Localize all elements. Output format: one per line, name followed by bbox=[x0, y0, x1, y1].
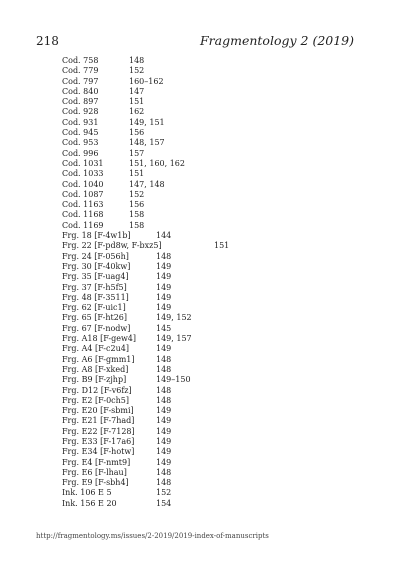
index-pages: 157 bbox=[129, 148, 145, 158]
index-entry bbox=[62, 499, 362, 509]
index-entry bbox=[62, 303, 362, 313]
index-term: Frg. E22 [F-7128] bbox=[62, 426, 135, 436]
index-pages: 149 bbox=[156, 426, 172, 436]
manuscript-index-list bbox=[62, 56, 362, 509]
index-pages: 148 bbox=[156, 251, 172, 261]
index-entry bbox=[62, 334, 362, 344]
index-term: Frg. E2 [F-0ch5] bbox=[62, 395, 130, 405]
index-entry bbox=[62, 231, 362, 241]
index-term: Cod. 1031 bbox=[62, 158, 104, 168]
index-entry bbox=[62, 355, 362, 365]
index-pages: 149 bbox=[156, 457, 172, 467]
index-entry bbox=[62, 97, 362, 107]
index-term: Cod. 1033 bbox=[62, 169, 104, 179]
index-pages: 149 bbox=[156, 272, 172, 282]
index-pages: 148 bbox=[129, 56, 145, 65]
index-pages: 149, 157 bbox=[156, 334, 192, 344]
index-entry bbox=[62, 283, 362, 293]
index-pages: 156 bbox=[129, 128, 145, 138]
index-pages: 149 bbox=[156, 303, 172, 313]
index-pages: 149 bbox=[156, 447, 172, 457]
page-number: 218 bbox=[36, 34, 59, 48]
index-term: Cod. 928 bbox=[62, 107, 99, 117]
index-entry bbox=[62, 478, 362, 488]
index-term: Cod. 1163 bbox=[62, 200, 104, 210]
index-pages: 147, 148 bbox=[129, 179, 165, 189]
index-entry bbox=[62, 241, 362, 251]
index-term: Cod. 945 bbox=[62, 128, 99, 138]
index-entry bbox=[62, 406, 362, 416]
index-entry bbox=[62, 313, 362, 323]
index-entry bbox=[62, 272, 362, 282]
index-term: Cod. 797 bbox=[62, 76, 99, 86]
index-entry bbox=[62, 262, 362, 272]
index-term: Cod. 758 bbox=[62, 56, 99, 65]
index-entry bbox=[62, 252, 362, 262]
index-term: Cod. 953 bbox=[62, 138, 99, 148]
index-pages: 147 bbox=[129, 86, 145, 96]
footer-url: http://fragmentology.ms/issues/2-2019/2019-index-of-manuscripts bbox=[36, 532, 269, 540]
index-pages: 160–162 bbox=[129, 76, 164, 86]
index-pages: 149, 152 bbox=[156, 313, 192, 323]
index-term: Frg. E21 [F-7had] bbox=[62, 416, 135, 426]
index-entry bbox=[62, 221, 362, 231]
index-term: Cod. 897 bbox=[62, 97, 99, 107]
index-entry bbox=[62, 468, 362, 478]
index-entry bbox=[62, 210, 362, 220]
index-pages: 149 bbox=[156, 292, 172, 302]
running-title: Fragmentology 2 (2019) bbox=[200, 33, 355, 48]
index-entry bbox=[62, 159, 362, 169]
index-entry bbox=[62, 107, 362, 117]
index-entry bbox=[62, 365, 362, 375]
index-pages: 148, 157 bbox=[129, 138, 165, 148]
index-entry bbox=[62, 437, 362, 447]
index-pages: 145 bbox=[156, 323, 172, 333]
index-entry bbox=[62, 118, 362, 128]
index-entry bbox=[62, 87, 362, 97]
index-term: Frg. 24 [F-056h] bbox=[62, 251, 129, 261]
index-term: Frg. D12 [F-v6fz] bbox=[62, 385, 132, 395]
index-entry bbox=[62, 293, 362, 303]
index-entry bbox=[62, 447, 362, 457]
index-pages: 148 bbox=[156, 354, 172, 364]
index-pages: 148 bbox=[156, 467, 172, 477]
index-pages: 149 bbox=[156, 416, 172, 426]
index-pages: 156 bbox=[129, 200, 145, 210]
index-term: Frg. B9 [F-zjhp] bbox=[62, 375, 127, 385]
index-pages: 152 bbox=[129, 66, 145, 76]
index-term: Cod. 996 bbox=[62, 148, 99, 158]
index-term: Frg. A4 [F-c2u4] bbox=[62, 344, 129, 354]
index-pages: 149, 151 bbox=[129, 117, 165, 127]
index-term: Frg. A8 [F-xked] bbox=[62, 364, 129, 374]
index-term: Frg. E20 [F-sbmi] bbox=[62, 406, 134, 416]
index-term: Frg. E9 [F-sbh4] bbox=[62, 478, 129, 488]
index-entry bbox=[62, 488, 362, 498]
index-pages: 149 bbox=[156, 406, 172, 416]
index-term: Cod. 931 bbox=[62, 117, 99, 127]
index-term: Frg. E6 [F-lhau] bbox=[62, 467, 127, 477]
index-pages: 151 bbox=[214, 241, 230, 251]
index-entry bbox=[62, 344, 362, 354]
index-entry bbox=[62, 190, 362, 200]
index-term: Frg. 35 [F-uag4] bbox=[62, 272, 129, 282]
index-entry bbox=[62, 396, 362, 406]
index-pages: 152 bbox=[156, 488, 172, 498]
index-entry bbox=[62, 324, 362, 334]
index-term: Frg. 37 [F-h5f5] bbox=[62, 282, 127, 292]
index-term: Frg. E4 [F-nmt9] bbox=[62, 457, 131, 467]
index-pages: 158 bbox=[129, 220, 145, 230]
index-entry bbox=[62, 77, 362, 87]
index-entry bbox=[62, 458, 362, 468]
index-pages: 162 bbox=[129, 107, 145, 117]
index-term: Frg. 65 [F-ht26] bbox=[62, 313, 127, 323]
index-entry bbox=[62, 375, 362, 385]
index-pages: 149 bbox=[156, 261, 172, 271]
index-entry bbox=[62, 138, 362, 148]
index-term: Cod. 1169 bbox=[62, 220, 104, 230]
index-term: Frg. A18 [F-gew4] bbox=[62, 334, 137, 344]
index-pages: 158 bbox=[129, 210, 145, 220]
index-term: Frg. 48 [F-3511] bbox=[62, 292, 129, 302]
index-pages: 144 bbox=[156, 231, 172, 241]
index-term: Frg. E33 [F-17a6] bbox=[62, 436, 135, 446]
index-pages: 148 bbox=[156, 395, 172, 405]
index-term: Frg. A6 [F-gmm1] bbox=[62, 354, 135, 364]
index-entry bbox=[62, 180, 362, 190]
index-term: Frg. 67 [F-nodw] bbox=[62, 323, 131, 333]
index-pages: 151, 160, 162 bbox=[129, 158, 185, 168]
index-pages: 149–150 bbox=[156, 375, 191, 385]
index-pages: 151 bbox=[129, 169, 145, 179]
index-entry bbox=[62, 66, 362, 76]
index-entry bbox=[62, 128, 362, 138]
index-pages: 152 bbox=[129, 189, 145, 199]
index-entry bbox=[62, 427, 362, 437]
index-entry bbox=[62, 169, 362, 179]
index-term: Cod. 779 bbox=[62, 66, 99, 76]
index-pages: 149 bbox=[156, 282, 172, 292]
index-pages: 154 bbox=[156, 498, 172, 508]
index-term: Frg. 62 [F-uic1] bbox=[62, 303, 126, 313]
index-pages: 148 bbox=[156, 364, 172, 374]
index-entry bbox=[62, 416, 362, 426]
index-pages: 148 bbox=[156, 478, 172, 488]
index-entry bbox=[62, 200, 362, 210]
index-pages: 149 bbox=[156, 344, 172, 354]
index-term: Ink. 156 E 20 bbox=[62, 498, 117, 508]
index-term: Cod. 1040 bbox=[62, 179, 104, 189]
index-term: Cod. 840 bbox=[62, 86, 99, 96]
index-pages: 149 bbox=[156, 436, 172, 446]
index-term: Cod. 1168 bbox=[62, 210, 104, 220]
index-entry bbox=[62, 56, 362, 66]
index-term: Frg. 22 [F-pd8w, F-bxz5] bbox=[62, 241, 162, 251]
index-entry bbox=[62, 386, 362, 396]
index-term: Frg. 30 [F-40kw] bbox=[62, 261, 131, 271]
index-pages: 148 bbox=[156, 385, 172, 395]
index-term: Frg. 18 [F-4w1b] bbox=[62, 231, 131, 241]
index-term: Ink. 106 E 5 bbox=[62, 488, 112, 498]
index-term: Cod. 1087 bbox=[62, 189, 104, 199]
index-pages: 151 bbox=[129, 97, 145, 107]
index-term: Frg. E34 [F-hotw] bbox=[62, 447, 135, 457]
index-entry bbox=[62, 149, 362, 159]
